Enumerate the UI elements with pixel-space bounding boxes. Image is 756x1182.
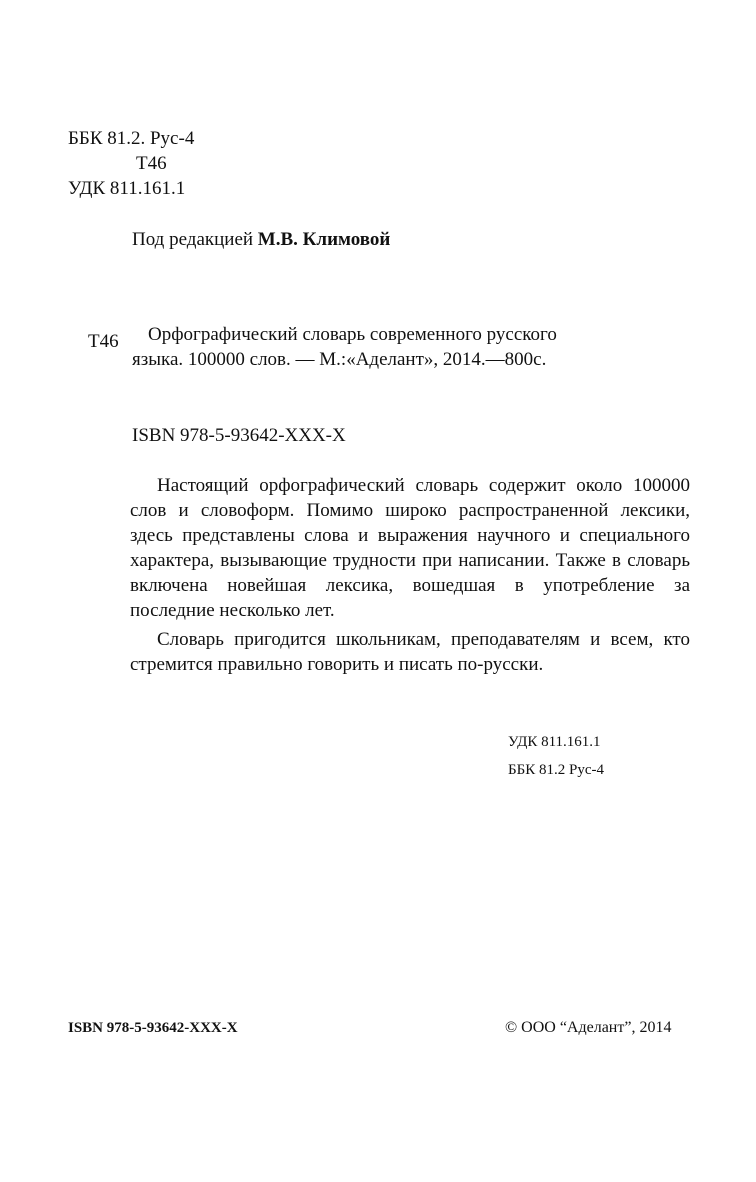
udk-index-bottom: УДК 811.161.1 bbox=[508, 734, 601, 750]
annotation-paragraph-1: Настоящий орфографический словарь содержит около 100000 слов и словоформ. Помимо широко распространенной лексики, здесь представлены слова и выражения научного и специального характера, вызывающие трудности при написании. Также в словарь включена новейшая лексика, вошедшая в употребление за последние несколько лет. bbox=[130, 475, 690, 621]
udk-index: УДК 811.161.1 bbox=[68, 178, 186, 199]
entry-line-2: языка. 100000 слов. — М.:«Аделант», 2014.—800с. bbox=[132, 349, 547, 370]
annotation bbox=[130, 473, 690, 677]
entry-author-code: Т46 bbox=[88, 331, 119, 352]
isbn-main: ISBN 978-5-93642-XXX-X bbox=[132, 425, 346, 446]
author-code: Т46 bbox=[136, 153, 167, 174]
annotation-paragraph-2: Словарь пригодится школьникам, преподавателям и всем, кто стремится правильно говорить и писать по-русски. bbox=[130, 629, 690, 675]
editor-line bbox=[132, 229, 390, 251]
entry-line-1: Орфографический словарь современного русского bbox=[148, 324, 557, 345]
footer-isbn: ISBN 978-5-93642-XXX-X bbox=[68, 1020, 238, 1036]
bibliographic-entry bbox=[132, 322, 692, 372]
editor-prefix: Под редакцией bbox=[132, 229, 254, 250]
copyright-notice: © ООО “Аделант”, 2014 bbox=[505, 1019, 672, 1036]
editor-name: М.В. Климовой bbox=[257, 229, 391, 250]
bbk-index: ББК 81.2. Рус-4 bbox=[68, 128, 195, 149]
bbk-index-bottom: ББК 81.2 Рус-4 bbox=[508, 762, 604, 778]
